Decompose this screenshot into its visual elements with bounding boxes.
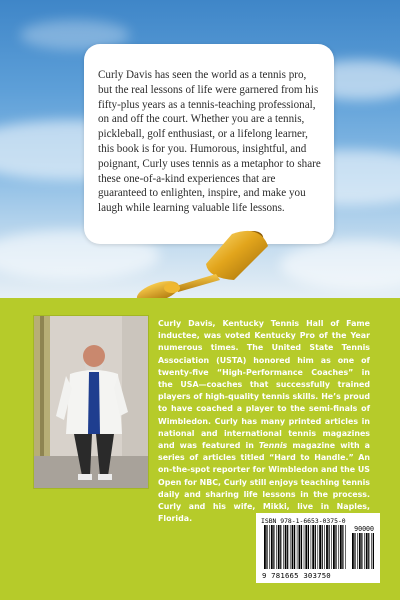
barcode-stripe xyxy=(322,525,323,569)
author-figure-image xyxy=(34,316,148,488)
barcode-stripe xyxy=(354,533,355,569)
barcode-stripe xyxy=(292,525,294,569)
price-barcode-bars xyxy=(352,533,374,569)
barcode-stripe xyxy=(345,525,346,569)
bio-magazine-title: Tennis xyxy=(258,441,288,451)
cloud xyxy=(280,240,400,290)
barcode-stripe xyxy=(287,525,288,569)
barcode-stripe xyxy=(338,525,339,569)
barcode-stripe xyxy=(331,525,332,569)
barcode-stripe xyxy=(361,533,362,569)
barcode-stripe xyxy=(366,533,368,569)
barcode-stripe xyxy=(324,525,325,569)
barcode-stripe xyxy=(315,525,316,569)
barcode-stripe xyxy=(333,525,335,569)
blurb-panel xyxy=(84,44,334,244)
barcode-stripe xyxy=(271,525,273,569)
barcode-stripe xyxy=(318,525,319,569)
barcode-stripe xyxy=(340,525,342,569)
barcode-stripe xyxy=(368,533,369,569)
bio-text-part2: magazine with a series of articles titled “Hard to Handle.” An on-the-spot reporter for Wimbledon and the US Open for NBC, Curly still enjoys teaching tennis daily and sharing life lessons in the process. Curly and his wife, Mikki, live in Naples, Florida. xyxy=(158,441,370,524)
barcode-stripe xyxy=(326,525,328,569)
barcode-stripe xyxy=(312,525,314,569)
barcode-stripe xyxy=(301,525,302,569)
barcode-stripe xyxy=(264,525,266,569)
barcode-stripe xyxy=(308,525,309,569)
barcode-stripe xyxy=(290,525,291,569)
barcode-stripe xyxy=(352,533,354,569)
author-bio xyxy=(158,318,370,525)
barcode-stripe xyxy=(335,525,336,569)
author-photo xyxy=(34,316,148,488)
barcode-stripe xyxy=(329,525,330,569)
barcode-stripe xyxy=(283,525,284,569)
barcode-stripe xyxy=(280,525,281,569)
barcode-stripe xyxy=(371,533,372,569)
barcode-stripe xyxy=(364,533,365,569)
barcode-stripe xyxy=(357,533,358,569)
barcode-number: 9 781665 303750 xyxy=(262,571,331,580)
barcode-stripe xyxy=(373,533,374,569)
barcode-stripe xyxy=(305,525,307,569)
barcode-stripe xyxy=(276,525,277,569)
barcode-bars xyxy=(264,525,346,569)
barcode-stripe xyxy=(273,525,274,569)
barcode-stripe xyxy=(304,525,305,569)
barcode-stripe xyxy=(299,525,301,569)
isbn-label: ISBN 978-1-6653-0375-0 xyxy=(261,517,346,525)
bio-text-part1: Curly Davis, Kentucky Tennis Hall of Fame inductee, was voted Kentucky Pro of the Year numerous times. The United State Tennis Association (USTA) honored him as one of twenty-five “High-Performance Coaches” in the USA—coaches that successfully trained players of high-quality tennis skills. He’s proud to have coached a player to the semi-finals of Wimbledon. Curly has many printed articles in national and international tennis magazines and was featured in xyxy=(158,319,370,451)
price-code: 90000 xyxy=(354,525,374,533)
barcode-stripe xyxy=(342,525,343,569)
golden-chalice-illustration xyxy=(136,228,276,308)
barcode-stripe xyxy=(294,525,295,569)
barcode-stripe xyxy=(311,525,312,569)
isbn-barcode xyxy=(256,513,380,583)
barcode-stripe xyxy=(285,525,287,569)
barcode-stripe xyxy=(278,525,280,569)
blurb-text: Curly Davis has seen the world as a tennis pro, but the real lessons of life were garnered from his fifty-plus years as a tennis-teaching professional, on and off the court. Whether you are a tennis, pickleball, golf enthusiast, or a lifelong learner, this book is for you. Humorous, insightful, and poignant, Curly uses tennis as a metaphor to share these one-of-a-kind experiences that are guaranteed to enlighten, inspire, and make you laugh while learning valuable life lessons. xyxy=(98,69,321,215)
barcode-stripe xyxy=(319,525,321,569)
barcode-stripe xyxy=(359,533,361,569)
barcode-stripe xyxy=(266,525,267,569)
barcode-stripe xyxy=(297,525,298,569)
barcode-stripe xyxy=(269,525,270,569)
